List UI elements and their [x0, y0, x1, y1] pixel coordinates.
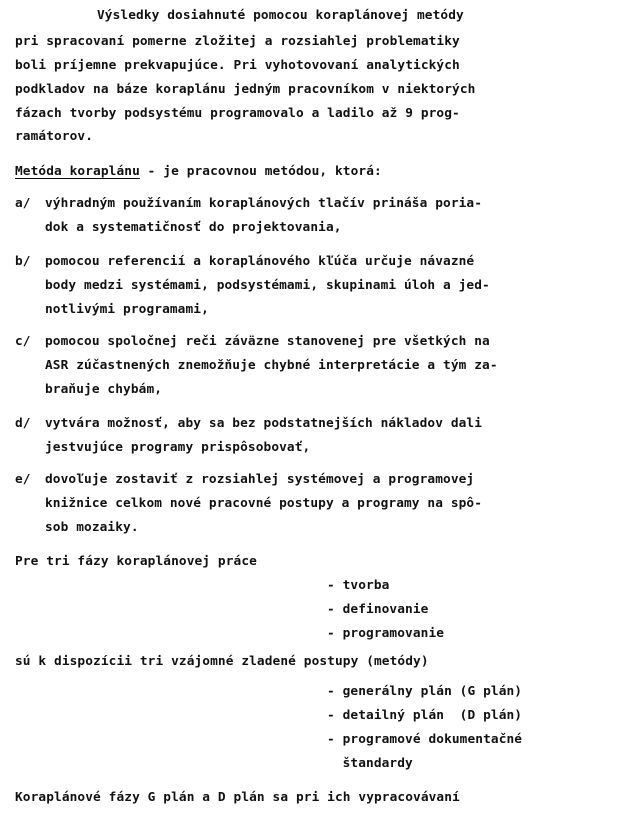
intro-line-5: fázach tvorby podsystému programovalo a ladilo až 9 prog- — [15, 106, 460, 121]
method-heading: Metóda koraplánu — [15, 164, 140, 179]
procedure-item-2: - detailný plán (D plán) — [327, 708, 523, 723]
list-marker-b: b/ — [15, 254, 31, 269]
phase-item-2: - definovanie — [327, 602, 429, 617]
phase-item-3: - programovanie — [327, 626, 445, 641]
list-a-line-2: dok a systematičnosť do projektovania, — [45, 220, 342, 235]
list-marker-e: e/ — [15, 472, 31, 487]
procedures-intro: sú k dispozícii tri vzájomné zladené postupy (metódy) — [15, 654, 429, 669]
list-c-line-1: pomocou spoločnej reči záväzne stanovenej pre všetkých na — [45, 334, 490, 349]
procedure-item-1: - generálny plán (G plán) — [327, 684, 523, 699]
list-b-line-1: pomocou referencií a koraplánového kľúča určuje návazné — [45, 254, 475, 269]
closing-line: Koraplánové fázy G plán a D plán sa pri ich vypracovávaní — [15, 790, 460, 805]
method-heading-line — [15, 166, 382, 179]
method-heading-rest: - je pracovnou metódou, ktorá: — [139, 164, 382, 179]
list-marker-c: c/ — [15, 334, 31, 349]
list-c-line-3: braňuje chybám, — [45, 382, 163, 397]
phase-item-1: - tvorba — [327, 578, 390, 593]
intro-line-3: boli príjemne prekvapujúce. Pri vyhotovovaní analytických — [15, 58, 460, 73]
list-c-line-2: ASR zúčastnených znemožňuje chybné interpretácie a tým za- — [45, 358, 498, 373]
procedure-item-3: - programové dokumentačné — [327, 732, 523, 747]
list-b-line-2: body medzi systémami, podsystémami, skupinami úloh a jed- — [45, 278, 490, 293]
list-e-line-1: dovoľuje zostaviť z rozsiahlej systémovej a programovej — [45, 472, 475, 487]
list-e-line-3: sob mozaiky. — [45, 520, 139, 535]
list-d-line-2: jestvujúce programy prispôsobovať, — [45, 440, 311, 455]
list-a-line-1: výhradným používaním koraplánových tlačív prináša poria- — [45, 196, 483, 211]
procedure-item-3-cont: štandardy — [327, 756, 413, 771]
list-b-line-3: notlivými programami, — [45, 302, 209, 317]
list-d-line-1: vytvára možnosť, aby sa bez podstatnejších nákladov dali — [45, 416, 483, 431]
list-marker-a: a/ — [15, 196, 31, 211]
phases-intro: Pre tri fázy koraplánovej práce — [15, 554, 257, 569]
intro-line-1: Výsledky dosiahnuté pomocou koraplánovej metódy — [97, 8, 464, 23]
intro-line-4: podkladov na báze koraplánu jedným pracovníkom v niektorých — [15, 82, 476, 97]
list-marker-d: d/ — [15, 416, 31, 431]
intro-line-6: ramátorov. — [15, 129, 94, 144]
list-e-line-2: knižnice celkom nové pracovné postupy a programy na spô- — [45, 496, 483, 511]
intro-line-2: pri spracovaní pomerne zložitej a rozsiahlej problematiky — [15, 34, 460, 49]
